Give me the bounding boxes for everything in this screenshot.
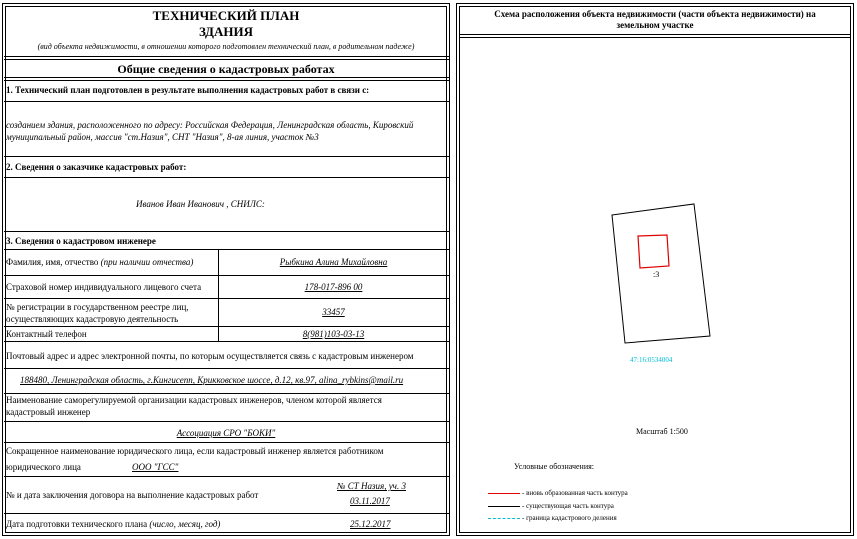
section-1-header: 1. Технический план подготовлен в результате выполнения кадастровых работ в связи с: — [6, 85, 370, 95]
title-line-2: ЗДАНИЯ — [198, 24, 253, 39]
customer-name: Иванов Иван Иванович , СНИЛС: — [136, 199, 265, 209]
scheme-title-line-2: земельном участке — [616, 20, 694, 30]
section-1-text-line-2: муниципальный район, массив "ст.Назия", СНТ "Назия", 8-ая линия, участок №3 — [6, 132, 319, 142]
title-line-1: ТЕХНИЧЕСКИЙ ПЛАН — [152, 8, 300, 23]
plot-label: :3 — [653, 270, 660, 279]
sro-label-line-1: Наименование саморегулируемой организации кадастровых инженеров, членом которой является — [6, 395, 382, 405]
section-3-header: 3. Сведения о кадастровом инженере — [6, 236, 156, 246]
sro-value: Ассоциация СРО "БОКИ" — [176, 428, 276, 438]
org-label-line-2: юридического лица — [6, 462, 81, 472]
section-1-text-line-1: созданием здания, расположенного по адресу: Российская Федерация, Ленинградская область, Кировский — [6, 120, 414, 130]
fio-label-text: Фамилия, имя, отчество — [6, 257, 99, 267]
scheme-title-line-1: Схема расположения объекта недвижимости (части объекта недвижимости) на — [494, 9, 816, 19]
reg-value: 33457 — [322, 307, 345, 317]
contract-value-line-2: 03.11.2017 — [350, 496, 390, 506]
snils-value: 178-017-896 00 — [304, 282, 363, 292]
date-label-note: (число, месяц, год) — [149, 519, 221, 529]
phone-value: 8(981)103-03-13 — [302, 329, 365, 339]
snils-label: Страховой номер индивидуального лицевого счета — [6, 282, 202, 292]
fio-label-note: (при наличии отчества) — [100, 257, 194, 267]
date-label-text: Дата подготовки технического плана — [6, 519, 148, 529]
phone-label: Контактный телефон — [6, 329, 87, 339]
address-label: Почтовый адрес и адрес электронной почты, по которым осуществляется связь с кадастровым инженером — [6, 351, 414, 361]
date-label — [6, 519, 220, 529]
legend-item-boundary — [488, 514, 788, 524]
reg-label-line-2: осуществляющих кадастровую деятельность — [6, 314, 179, 324]
address-value: 188480, Ленинградская область, г.Кингисепп, Крикковское шоссе, д.12, кв.97, alina_rybkins@mail.ru — [20, 375, 404, 385]
section-title: Общие сведения о кадастровых работах — [117, 62, 335, 76]
section-2-header: 2. Сведения о заказчике кадастровых работ: — [6, 162, 187, 172]
legend-label-existing: - существующая часть контура — [522, 502, 614, 510]
legend-title: Условные обозначения: — [514, 462, 595, 471]
org-value: ООО "ГСС" — [132, 462, 179, 472]
sro-label-line-2: кадастровый инженер — [6, 407, 91, 417]
date-value: 25.12.2017 — [350, 519, 391, 529]
cadastral-number: 47:16:0534004 — [630, 356, 673, 364]
left-panel — [2, 3, 450, 536]
legend-swatch-existing — [488, 506, 520, 507]
legend-swatch-new — [488, 493, 520, 494]
reg-label-line-1: № регистрации в государственном реестре лиц, — [6, 302, 189, 312]
contract-value-line-1: № СТ Назия, уч. 3 — [337, 481, 406, 491]
legend-swatch-boundary — [488, 518, 520, 519]
title-subtitle: (вид объекта недвижимости, в отношении которого подготовлен технический план, в родительном падеже) — [37, 42, 415, 51]
contract-label: № и дата заключения договора на выполнение кадастровых работ — [6, 490, 259, 500]
scale-label: Масштаб 1:500 — [636, 427, 688, 436]
legend-label-boundary: - граница кадастрового деления — [522, 514, 617, 522]
legend-item-existing — [488, 502, 788, 512]
org-label-line-1: Сокращенное наименование юридического лица, если кадастровый инженер является работником — [6, 446, 384, 456]
fio-label — [6, 257, 193, 267]
legend-label-new: - вновь образованная часть контура — [522, 489, 628, 497]
legend-item-new — [488, 489, 788, 499]
fio-value: Рыбкина Алина Михайловна — [279, 257, 388, 267]
